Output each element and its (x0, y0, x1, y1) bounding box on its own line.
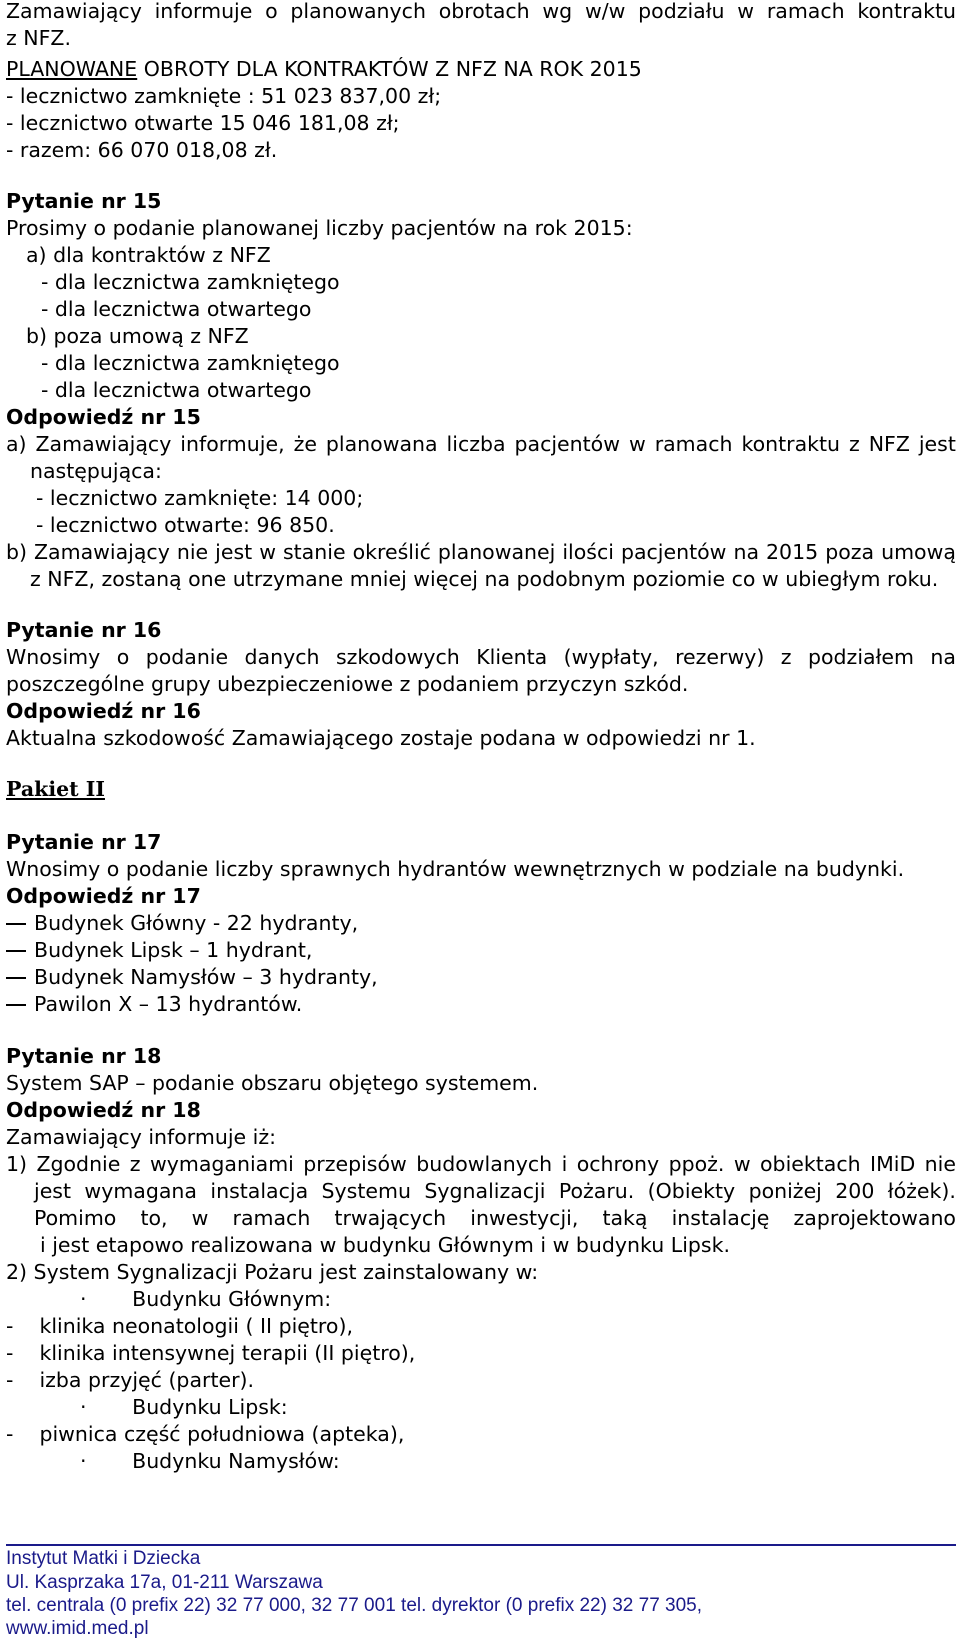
word: w (737, 0, 755, 23)
word: instalacja (210, 1179, 309, 1203)
word: w/w (584, 0, 626, 23)
word: NFZ (868, 432, 910, 456)
word: trwających (334, 1206, 447, 1230)
word: pacjentów (620, 540, 727, 564)
word: b) (6, 540, 28, 564)
word: taką (602, 1206, 648, 1230)
word: liczba (446, 432, 506, 456)
q18-p2: 2) System Sygnalizacji Pożaru jest zainstalowany w: (6, 1260, 539, 1284)
word: poza (825, 540, 875, 564)
word: określić (352, 540, 431, 564)
word: ramach (654, 432, 733, 456)
word: inwestycji, (470, 1206, 579, 1230)
word: (Obiekty (647, 1179, 736, 1203)
q16-heading: Pytanie nr 16 (6, 618, 162, 642)
word: z (129, 1152, 141, 1176)
word: poniżej (748, 1179, 822, 1203)
q18-heading: Pytanie nr 18 (6, 1044, 162, 1068)
q17-text: Wnosimy o podanie liczby sprawnych hydrantów wewnętrznych w podziale na budynki. (6, 857, 905, 881)
q18-dash-3: - izba przyjęć (parter). (6, 1368, 255, 1392)
word: Systemu (321, 1179, 411, 1203)
q18-bullet-2: · Budynku Lipsk: (80, 1395, 288, 1419)
dash-bullet (6, 923, 26, 925)
q17-item-4 (6, 991, 302, 1018)
q17-item-text: Pawilon X – 13 hydrantów. (34, 992, 303, 1016)
q15-b1: - dla lecznictwa zamkniętego (41, 351, 340, 375)
word: kontraktu (857, 0, 956, 23)
word: o (265, 0, 278, 23)
dash-bullet (6, 950, 26, 952)
q18-intro: Zamawiający informuje iż: (6, 1125, 277, 1149)
word: wg (542, 0, 573, 23)
word: ochrony (576, 1152, 660, 1176)
q15-answer-b-line-1 (6, 539, 956, 566)
word: szkodowych (335, 645, 460, 669)
intro-item-3: - razem: 66 070 018,08 zł. (6, 138, 278, 162)
q18-dash-2: - klinika intensywnej terapii (II piętro), (6, 1341, 416, 1365)
word: łóżek). (887, 1179, 956, 1203)
word: przepisów (303, 1152, 407, 1176)
q17-item-2 (6, 937, 312, 964)
word: obiektach (760, 1152, 861, 1176)
word: ilości (562, 540, 614, 564)
footer-institute: Instytut Matki i Dziecka (6, 1548, 201, 1569)
q16-answer: Aktualna szkodowość Zamawiającego zostaje podana w odpowiedzi nr 1. (6, 726, 756, 750)
word: stanie (282, 540, 346, 564)
word: nie (176, 540, 209, 564)
word: wymagana (84, 1179, 197, 1203)
q17-item-text: Budynek Namysłów – 3 hydranty, (34, 965, 378, 989)
word: w (628, 432, 646, 456)
word: planowanej (437, 540, 556, 564)
word: danych (244, 645, 320, 669)
word: (wypłaty, (563, 645, 659, 669)
word: podziałem (807, 645, 914, 669)
word: w (733, 1152, 751, 1176)
word: jest (215, 540, 253, 564)
word: Klienta (476, 645, 548, 669)
intro-item-1: - lecznictwo zamknięte : 51 023 837,00 zł; (6, 84, 442, 108)
word: planowana (325, 432, 438, 456)
q18-bullet-1: · Budynku Głównym: (80, 1287, 332, 1311)
q16-line-1 (6, 644, 956, 671)
dash-bullet (6, 1004, 26, 1006)
word: wymaganiami (149, 1152, 294, 1176)
dash-bullet (6, 977, 26, 979)
word: ppoż. (668, 1152, 725, 1176)
q17-heading: Pytanie nr 17 (6, 830, 162, 854)
word: na (930, 645, 956, 669)
word: to, (140, 1206, 168, 1230)
word: jest (34, 1179, 72, 1203)
q18-text: System SAP – podanie obszaru objętego systemem. (6, 1071, 539, 1095)
word: Zamawiający (35, 432, 172, 456)
word: Wnosimy (6, 645, 101, 669)
footer-website[interactable]: www.imid.med.pl (6, 1618, 149, 1639)
footer-address: Ul. Kasprzaka 17a, 01-211 Warszawa (6, 1572, 323, 1593)
q17-item-text: Budynek Główny - 22 hydranty, (34, 911, 359, 935)
word: zaprojektowano (793, 1206, 956, 1230)
word: 2015 (766, 540, 819, 564)
q15-a: a) dla kontraktów z NFZ (26, 243, 271, 267)
word: Pomimo (34, 1206, 117, 1230)
word: i (561, 1152, 568, 1176)
q18-p1-line-1 (6, 1151, 956, 1178)
word: ramach (232, 1206, 311, 1230)
q17-item-1 (6, 910, 358, 937)
word: 200 (835, 1179, 875, 1203)
word: informuje (154, 0, 253, 23)
q18-p1-line-4: i jest etapowo realizowana w budynku Głównym i w budynku Lipsk. (40, 1233, 730, 1257)
word: że (293, 432, 317, 456)
intro-item-2: - lecznictwo otwarte 15 046 181,08 zł; (6, 111, 400, 135)
q15-text: Prosimy o podanie planowanej liczby pacjentów na rok 2015: (6, 216, 633, 240)
word: budowlanych (416, 1152, 553, 1176)
footer-phones: tel. centrala (0 prefix 22) 32 77 000, 32 77 001 tel. dyrektor (0 prefix 22) 32 77 305, (6, 1595, 703, 1616)
word: umową (881, 540, 956, 564)
word: rezerwy) (675, 645, 765, 669)
q15-heading: Pytanie nr 15 (6, 189, 162, 213)
word: Sygnalizacji (424, 1179, 546, 1203)
word: podziału (638, 0, 725, 23)
word: IMiD (870, 1152, 916, 1176)
planned-turnover-title (6, 56, 642, 83)
word: pacjentów (514, 432, 620, 456)
word: instalację (671, 1206, 770, 1230)
intro-line-1 (6, 0, 956, 25)
q15-a2: - dla lecznictwa otwartego (41, 297, 312, 321)
word: w (191, 1206, 209, 1230)
q16-answer-heading: Odpowiedź nr 16 (6, 699, 201, 723)
word: z (780, 645, 792, 669)
q17-item-text: Budynek Lipsk – 1 hydrant, (34, 938, 313, 962)
q15-answer-b-line-2: z NFZ, zostaną one utrzymane mniej więcej na podobnym poziomie co w ubiegłym roku. (30, 567, 939, 591)
q18-dash-4: - piwnica część południowa (apteka), (6, 1422, 405, 1446)
q15-b: b) poza umową z NFZ (26, 324, 249, 348)
q18-dash-1: - klinika neonatologii ( II piętro), (6, 1314, 353, 1338)
q18-bullet-3: · Budynku Namysłów: (80, 1449, 340, 1473)
q15-answer-a-line-1 (6, 431, 956, 458)
q15-b2: - dla lecznictwa otwartego (41, 378, 312, 402)
word: jest (918, 432, 956, 456)
q15-answer-a-line-2: następująca: (30, 459, 162, 483)
q17-answer-heading: Odpowiedź nr 17 (6, 884, 201, 908)
word: na (733, 540, 760, 564)
q15-answer-heading: Odpowiedź nr 15 (6, 405, 201, 429)
word: Zgodnie (36, 1152, 121, 1176)
q15-a1: - dla lecznictwa zamkniętego (41, 270, 340, 294)
package-heading: Pakiet II (6, 777, 105, 801)
word: nie (924, 1152, 956, 1176)
word: kontraktu (741, 432, 841, 456)
q15-answer-a1: - lecznictwo zamknięte: 14 000; (36, 486, 364, 510)
planned-word: PLANOWANE (6, 57, 138, 81)
word: planowanych (290, 0, 426, 23)
q17-item-3 (6, 964, 378, 991)
footer-divider (6, 1544, 956, 1546)
planned-rest: OBROTY DLA KONTRAKTÓW Z NFZ NA ROK 2015 (143, 57, 642, 81)
word: Zamawiający (34, 540, 170, 564)
word: o (116, 645, 130, 669)
q18-p1-line-2 (34, 1178, 956, 1205)
word: Zamawiający (6, 0, 142, 23)
word: ramach (766, 0, 845, 23)
intro-line-2: z NFZ. (6, 26, 71, 50)
word: Pożaru. (558, 1179, 635, 1203)
q18-answer-heading: Odpowiedź nr 18 (6, 1098, 201, 1122)
q16-line-2: poszczególne grupy ubezpieczeniowe z podaniem przyczyn szkód. (6, 672, 689, 696)
word: 1) (6, 1152, 28, 1176)
q15-answer-a2: - lecznictwo otwarte: 96 850. (36, 513, 335, 537)
word: z (849, 432, 860, 456)
word: a) (6, 432, 27, 456)
word: w (259, 540, 276, 564)
word: obrotach (438, 0, 530, 23)
word: informuje, (180, 432, 285, 456)
q18-p1-line-3 (34, 1205, 956, 1232)
word: podanie (145, 645, 229, 669)
